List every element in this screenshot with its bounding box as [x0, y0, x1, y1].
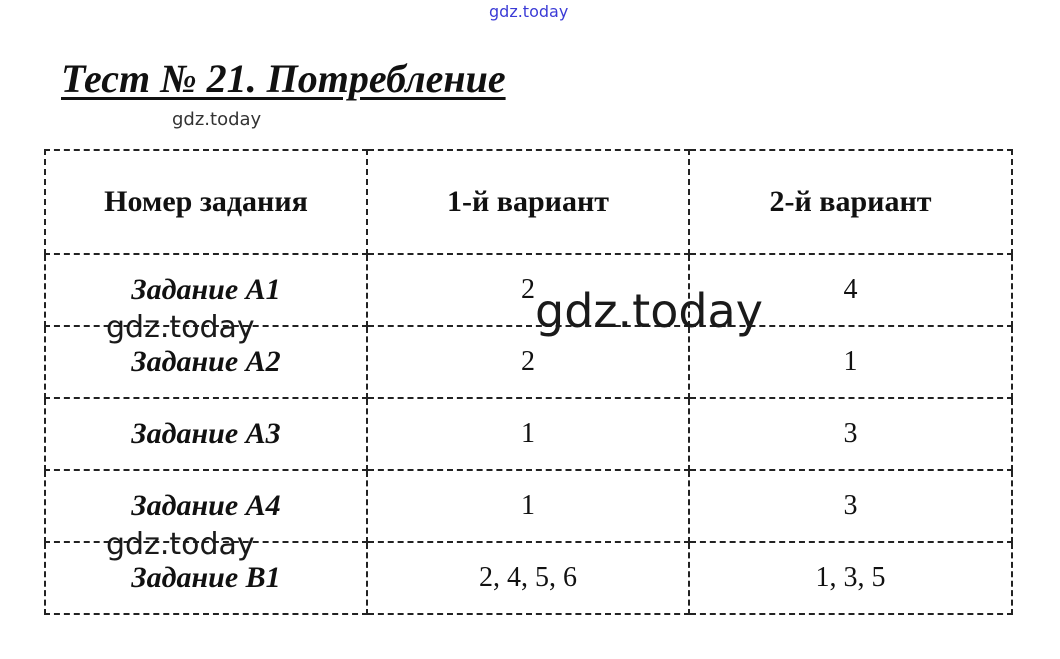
header-variant-2: 2-й вариант — [689, 150, 1012, 254]
table-header-row — [45, 150, 1012, 254]
variant-1-cell: 2 — [367, 326, 689, 398]
task-cell: Задание А1 — [45, 254, 367, 326]
variant-2-cell: 3 — [689, 470, 1012, 542]
watermark-under-title: gdz.today — [172, 109, 262, 130]
variant-1-cell: 1 — [367, 470, 689, 542]
watermark-left-1: gdz.today — [106, 310, 255, 345]
watermark-left-2: gdz.today — [106, 527, 255, 562]
task-cell: Задание А3 — [45, 398, 367, 470]
task-cell: Задание В1 — [45, 542, 367, 614]
task-cell: Задание А2 — [45, 326, 367, 398]
variant-1-cell: 2, 4, 5, 6 — [367, 542, 689, 614]
task-cell: Задание А4 — [45, 470, 367, 542]
variant-1-cell: 2 — [367, 254, 689, 326]
variant-2-cell: 1, 3, 5 — [689, 542, 1012, 614]
page-title: Тест № 21. Потребление — [61, 56, 506, 101]
variant-1-cell: 1 — [367, 398, 689, 470]
header-task-number: Номер задания — [45, 150, 367, 254]
watermark-top[interactable]: gdz.today — [489, 2, 569, 21]
table-row — [45, 398, 1012, 470]
variant-2-cell: 1 — [689, 326, 1012, 398]
variant-2-cell: 4 — [689, 254, 1012, 326]
variant-2-cell: 3 — [689, 398, 1012, 470]
watermark-center: gdz.today — [535, 284, 763, 338]
header-variant-1: 1-й вариант — [367, 150, 689, 254]
